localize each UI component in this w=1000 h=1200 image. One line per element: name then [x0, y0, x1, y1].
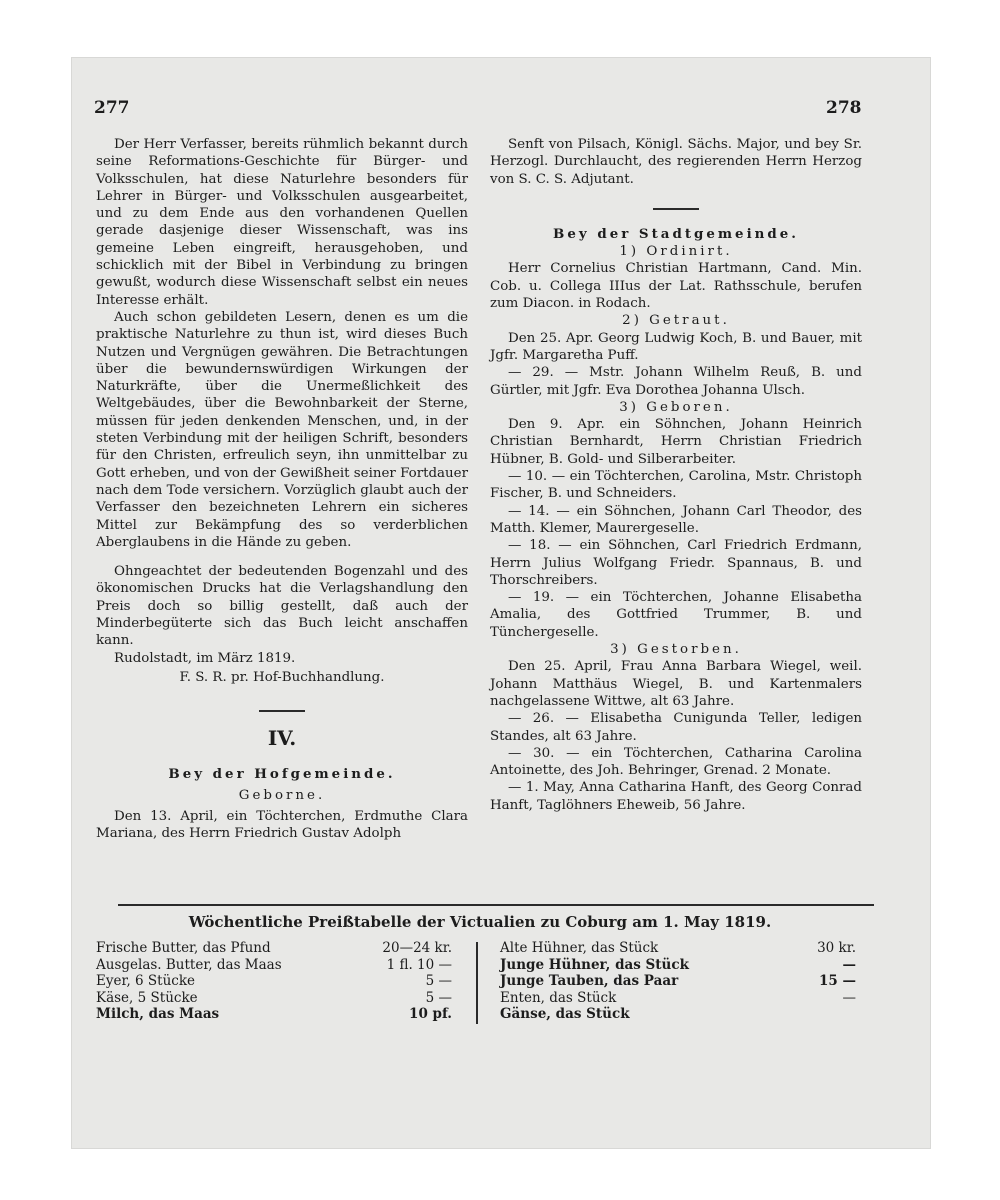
hofgemeinde-heading: Bey der Hofgemeinde. — [168, 765, 396, 782]
getraut-heading: 2) Getraut. — [622, 313, 730, 329]
ordinirt-heading: 1) Ordinirt. — [619, 244, 733, 260]
continuation-text: Senft von Pilsach, Königl. Sächs. Major, und bey Sr. Herzogl. Durchlaucht, des regierenden Herrn Herzog von S. C. S. Adjutant. — [490, 137, 862, 187]
item-name: Eyer, 6 Stücke — [96, 973, 196, 989]
birth-entry: — 10. — ein Töchterchen, Carolina, Mstr. Christoph Fischer, B. und Schneiders. — [490, 469, 862, 502]
marriage-entry: Den 25. Apr. Georg Ludwig Koch, B. und Bauer, mit Jgfr. Margaretha Puff. — [490, 330, 862, 363]
table-row — [500, 973, 856, 990]
geborne-subheading: Geborne. — [238, 787, 326, 803]
item-name: Ausgelas. Butter, das Maas — [96, 956, 282, 973]
death-entry: — 1. May, Anna Catharina Hanft, des Georg Conrad Hanft, Taglöhners Eheweib, 56 Jahre. — [490, 780, 862, 813]
death-entry: — 30. — ein Töchterchen, Catharina Carolina Antoinette, des Joh. Behringer, Grenad. 2 Monate. — [490, 745, 862, 779]
item-price: 20—24 kr. — [382, 940, 452, 956]
ordinirt-entry: Herr Cornelius Christian Hartmann, Cand. Min. Cob. u. Collega IIIus der Lat. Rathsschule, berufen zum Diacon. in Rodach. — [490, 261, 862, 312]
item-name: Milch, das Maas — [96, 1006, 220, 1022]
table-row — [500, 1006, 856, 1023]
table-column-divider — [476, 942, 478, 1024]
item-price: — — [842, 989, 856, 1006]
item-name: Enten, das Stück — [500, 989, 617, 1006]
birth-entry: — 18. — ein Söhnchen, Carl Friedrich Erdmann, Herrn Julius Wolfgang Friedr. Spannaus, B. und Thorschreibers. — [490, 538, 862, 588]
item-name: Junge Hühner, das Stück — [500, 956, 689, 973]
table-row — [500, 940, 856, 957]
table-row — [96, 957, 452, 974]
page-number-right: 278 — [826, 98, 862, 118]
table-row — [96, 973, 452, 990]
item-price: 10 pf. — [409, 1006, 452, 1022]
item-name: Käse, 5 Stücke — [96, 989, 198, 1006]
signature: F. S. R. pr. Hof-Buchhandlung. — [179, 669, 385, 685]
table-row — [96, 990, 452, 1007]
table-row — [96, 940, 452, 957]
item-price: 5 — — [425, 973, 452, 989]
section-divider — [259, 710, 305, 712]
gestorben-heading: 3) Gestorben. — [610, 642, 742, 658]
table-row — [96, 1006, 452, 1023]
item-name: Gänse, das Stück — [500, 1006, 630, 1022]
price-table-title: Wöchentliche Preißtabelle der Victualien zu Coburg am 1. May 1819. — [188, 913, 772, 931]
item-name: Frische Butter, das Pfund — [96, 940, 271, 956]
place-date: Rudolstadt, im März 1819. — [114, 650, 296, 666]
section-divider — [653, 208, 699, 210]
page-number-left: 277 — [94, 98, 130, 118]
stadtgemeinde-heading: Bey der Stadtgemeinde. — [553, 225, 799, 242]
table-top-rule — [118, 904, 874, 906]
birth-entry: Den 13. April, ein Töchterchen, Erdmuthe Clara Mariana, des Herrn Friedrich Gustav Adolph — [96, 809, 468, 842]
death-entry: Den 25. April, Frau Anna Barbara Wiegel, weil. Johann Matthäus Wiegel, B. und Kartenmalers nachgelassene Wittwe, alt 63 Jahre. — [490, 659, 862, 709]
birth-entry: — 19. — ein Töchterchen, Johanne Elisabetha Amalia, des Gottfried Trummer, B. und Tünchergeselle. — [490, 590, 862, 640]
item-price: 30 kr. — [817, 940, 856, 956]
section-number: IV. — [267, 726, 297, 751]
review-paragraph-1: Der Herr Verfasser, bereits rühmlich bekannt durch seine Reformations-Geschichte für Bürger- und Volksschulen, hat diese Naturlehre besonders für Lehrer in Bürger- und Volksschulen ausgearbeitet, und zu dem Ende aus den vorhandenen Quellen gerade dasjenige dieser Wissenschaft, was ins gemeine Leben eingreift, herausgehoben, und schicklich mit der Bibel in Verbindung zu bringen gewußt, wodurch diese Wissenschaft selbst ein neues Interesse erhält. — [96, 137, 468, 308]
death-entry: — 26. — Elisabetha Cunigunda Teller, ledigen Standes, alt 63 Jahre. — [490, 711, 862, 744]
geboren-heading: 3) Geboren. — [619, 399, 733, 415]
item-price: — — [842, 956, 856, 973]
right-column — [490, 136, 862, 814]
item-price: 1 fl. 10 — — [386, 956, 452, 973]
birth-entry: — 14. — ein Söhnchen, Johann Carl Theodor, des Matth. Klemer, Maurergeselle. — [490, 503, 862, 536]
price-table-right — [500, 940, 856, 1023]
item-price: 15 — — [819, 973, 856, 989]
table-row — [500, 990, 856, 1007]
item-price: 5 — — [425, 989, 452, 1006]
price-table-left — [96, 940, 452, 1023]
table-row — [500, 957, 856, 974]
birth-entry: Den 9. Apr. ein Söhnchen, Johann Heinrich Christian Bernhardt, Herrn Christian Friedrich Hübner, B. Gold- und Silberarbeiter. — [490, 417, 862, 467]
item-name: Alte Hühner, das Stück — [500, 940, 659, 956]
marriage-entry: — 29. — Mstr. Johann Wilhelm Reuß, B. und Gürtler, mit Jgfr. Eva Dorothea Johanna Ulsch. — [490, 365, 862, 398]
left-column — [96, 136, 468, 843]
review-paragraph-3: Ohngeachtet der bedeutenden Bogenzahl und des ökonomischen Drucks hat die Verlagshandlung den Preis doch so billig gestellt, daß auch der Minderbegüterte sich das Buch leicht anschaffen kann. — [96, 564, 468, 649]
item-name: Junge Tauben, das Paar — [500, 973, 679, 989]
review-paragraph-2: Auch schon gebildeten Lesern, denen es um die praktische Naturlehre zu thun ist, wird dieses Buch Nutzen und Vergnügen gewähren. Die Betrachtungen über die bewundernswürdigen Wirkungen der Naturkräfte, über die Unermeßlichkeit des Weltgebäudes, über die Bewohnbarkeit der Sterne, müssen für jeden denkenden Menschen, und, in der steten Verbindung mit der heiligen Schrift, besonders für den Christen, erfreulich seyn, ihn unmittelbar zu Gott erheben, und von der Gewißheit seiner Fortdauer nach dem Tode versichern. Vorzüglich glaubt auch der Verfasser den bezeichneten Lehrern ein sicheres Mittel zur Bekämpfung des so verderblichen Aberglaubens in die Hände zu geben. — [96, 309, 468, 550]
